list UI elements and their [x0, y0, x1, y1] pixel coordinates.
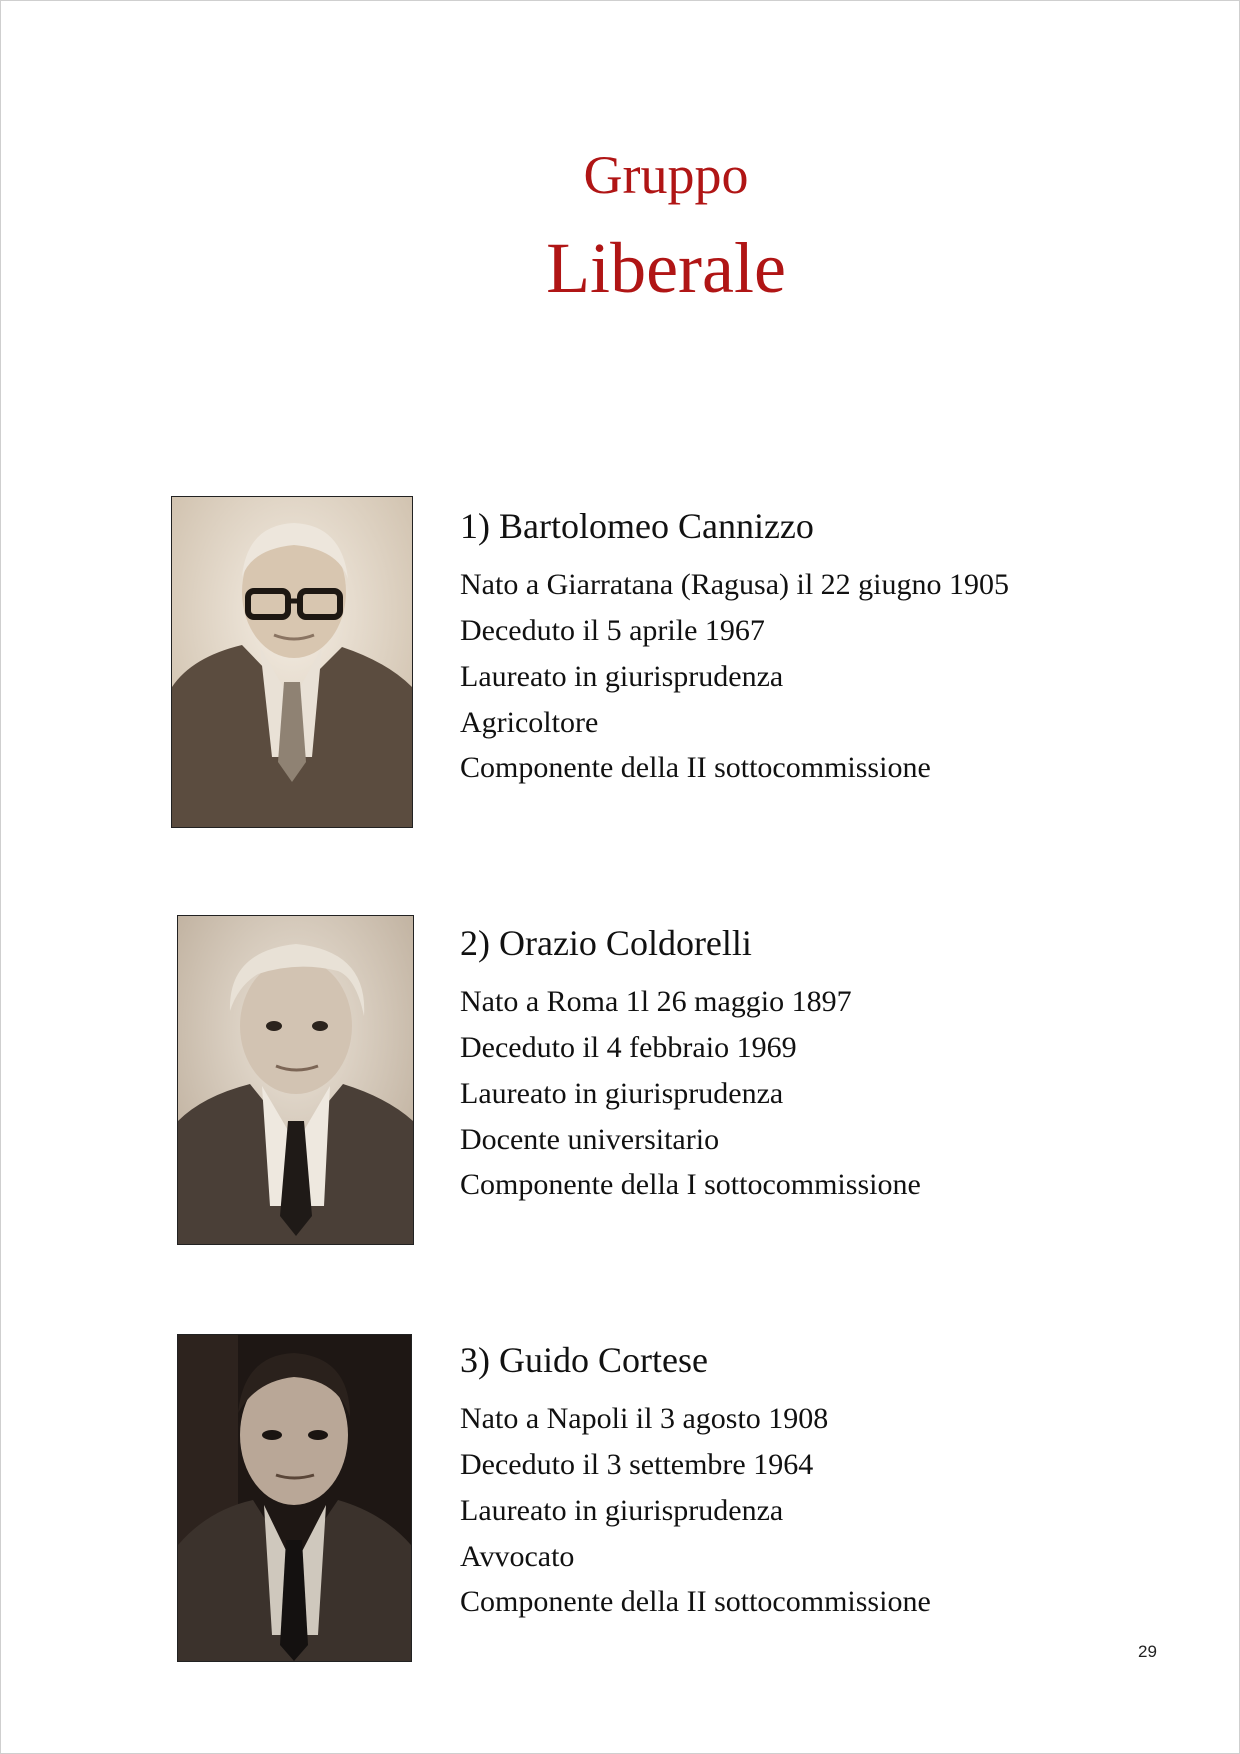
member-2-role: Componente della I sottocommissione [460, 1168, 921, 1201]
member-2-birth: Nato a Roma 1l 26 maggio 1897 [460, 985, 852, 1018]
member-2-death: Deceduto il 4 febbraio 1969 [460, 1031, 797, 1064]
page-title-group: Gruppo [583, 145, 749, 205]
member-2-degree: Laureato in giurisprudenza [460, 1077, 784, 1110]
member-3-profession: Avvocato [460, 1540, 575, 1573]
member-3-name: 3) Guido Cortese [460, 1340, 708, 1380]
member-2-profession: Docente universitario [460, 1123, 720, 1156]
member-1-portrait [171, 496, 413, 828]
member-2-portrait [177, 915, 414, 1245]
member-2-name: 2) Orazio Coldorelli [460, 923, 752, 963]
member-3-birth: Nato a Napoli il 3 agosto 1908 [460, 1402, 829, 1435]
page-number: 29 [1138, 1642, 1157, 1661]
member-1-death: Deceduto il 5 aprile 1967 [460, 614, 765, 647]
member-1-birth: Nato a Giarratana (Ragusa) il 22 giugno 1905 [460, 568, 1010, 601]
member-1-profession: Agricoltore [460, 706, 599, 739]
member-1-name: 1) Bartolomeo Cannizzo [460, 506, 814, 546]
member-3-role: Componente della II sottocommissione [460, 1585, 931, 1618]
member-1-degree: Laureato in giurisprudenza [460, 660, 784, 693]
page-title-party: Liberale [546, 228, 786, 308]
member-3-death: Deceduto il 3 settembre 1964 [460, 1448, 814, 1481]
member-1-role: Componente della II sottocommissione [460, 751, 931, 784]
member-3-portrait [177, 1334, 412, 1662]
member-3-degree: Laureato in giurisprudenza [460, 1494, 784, 1527]
